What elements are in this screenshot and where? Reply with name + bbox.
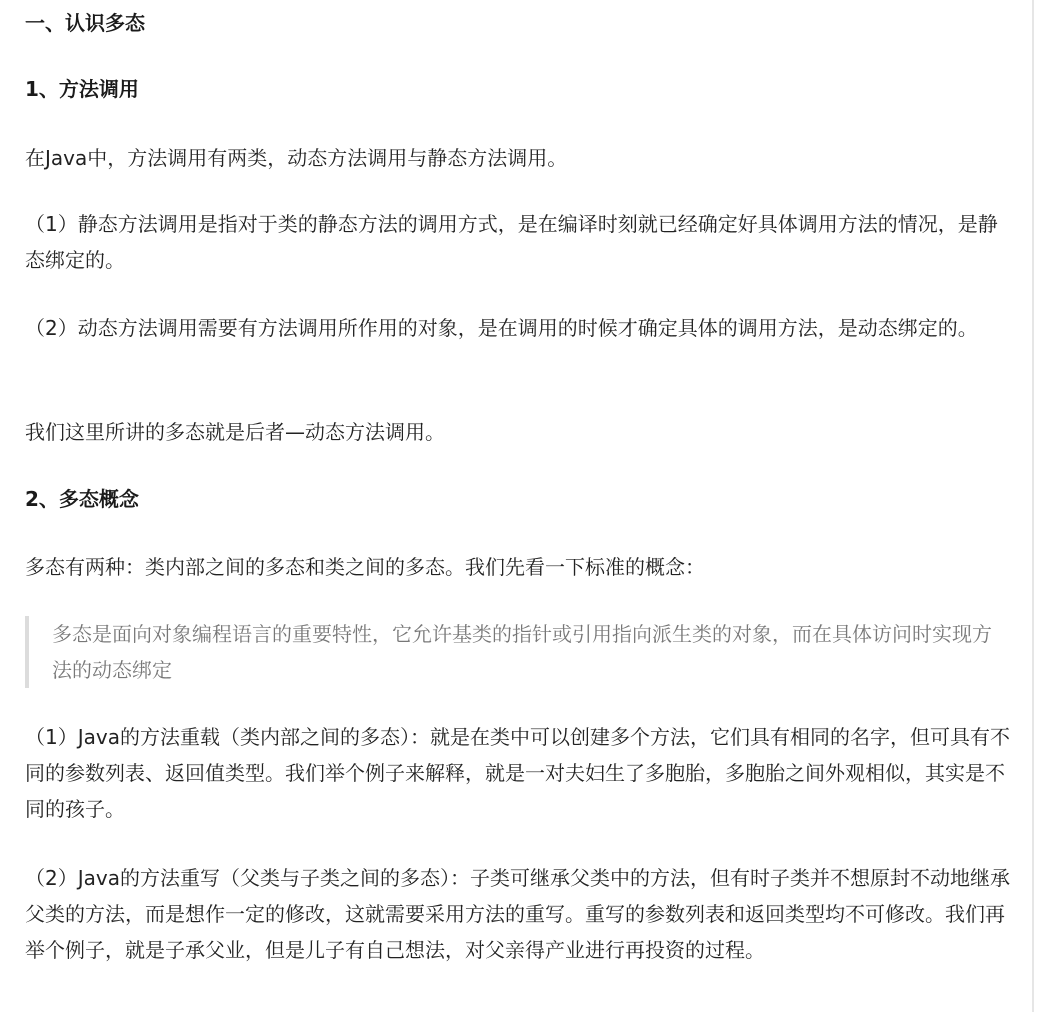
section-1-summary: 我们这里所讲的多态就是后者—动态方法调用。 bbox=[25, 420, 445, 444]
section-2-item-1: （1）Java的方法重载（类内部之间的多态）：就是在类中可以创建多个方法，它们具有相同的名字，但可具有不同的参数列表、返回值类型。我们举个例子来解释，就是一对夫妇生了多胞胎，多胞胎之间外观相似，其实是不同的孩子。 bbox=[25, 725, 1010, 821]
section-2-title: 2、多态概念 bbox=[25, 487, 139, 511]
section-2-item-2: （2）Java的方法重写（父类与子类之间的多态）：子类可继承父类中的方法，但有时子类并不想原封不动地继承父类的方法，而是想作一定的修改，这就需要采用方法的重写。重写的参数列表和返回类型均不可修改。我们再举个例子，就是子承父业，但是儿子有自己想法，对父亲得产业进行再投资的过程。 bbox=[25, 866, 1010, 962]
main-heading: 一、认识多态 bbox=[25, 11, 145, 35]
section-1-intro: 在Java中，方法调用有两类，动态方法调用与静态方法调用。 bbox=[25, 146, 568, 170]
section-1-title: 1、方法调用 bbox=[25, 77, 139, 101]
scrollbar-track[interactable] bbox=[1032, 0, 1034, 1012]
section-1-item-2: （2）动态方法调用需要有方法调用所作用的对象，是在调用的时候才确定具体的调用方法，是动态绑定的。 bbox=[25, 316, 978, 340]
definition-quote: 多态是面向对象编程语言的重要特性，它允许基类的指针或引用指向派生类的对象，而在具体访问时实现方法的动态绑定 bbox=[25, 616, 1002, 688]
section-2-intro: 多态有两种：类内部之间的多态和类之间的多态。我们先看一下标准的概念： bbox=[25, 555, 705, 579]
section-1-item-1: （1）静态方法调用是指对于类的静态方法的调用方式，是在编译时刻就已经确定好具体调用方法的情况，是静态绑定的。 bbox=[25, 212, 998, 272]
